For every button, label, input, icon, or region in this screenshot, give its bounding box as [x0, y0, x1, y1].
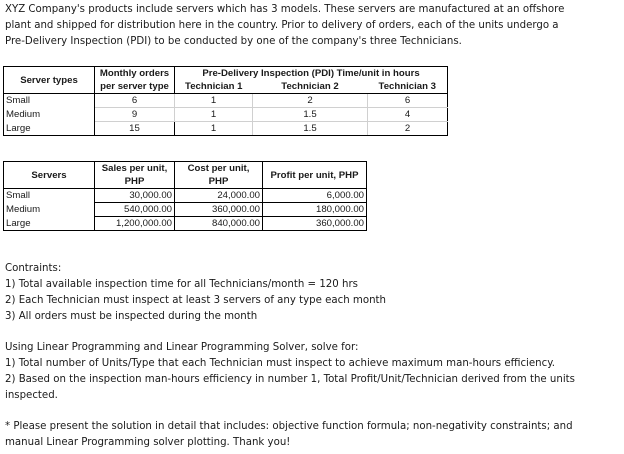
tech3-cell: 4	[368, 108, 448, 122]
constraints-heading: Contraints:	[5, 263, 62, 274]
profit-cell: 360,000.00	[263, 217, 367, 231]
profit-cell: 180,000.00	[263, 203, 367, 217]
sales-cell: 540,000.00	[95, 203, 175, 217]
task-line: 2) Based on the inspection man-hours efficiency in number 1, Total Profit/Unit/Technician derived from the units	[5, 374, 575, 385]
cost-cell: 360,000.00	[175, 203, 263, 217]
tech2-cell: 1.5	[253, 108, 368, 122]
tech1-cell: 1	[175, 94, 253, 108]
pricing-table	[3, 161, 367, 231]
table-row	[4, 108, 448, 122]
intro-paragraph	[5, 2, 617, 50]
table-row	[4, 189, 367, 203]
constraint-item: 1) Total available inspection time for all Technicians/month = 120 hrs	[5, 279, 358, 290]
orders-cell: 6	[95, 94, 175, 108]
note-section	[5, 419, 617, 451]
header-monthly-orders: Monthly orders	[95, 67, 175, 81]
header-technician-3: Technician 3	[368, 80, 448, 94]
sales-cell: 1,200,000.00	[95, 217, 175, 231]
tech1-cell: 1	[175, 122, 253, 136]
task-line: inspected.	[5, 390, 58, 401]
task-line: Using Linear Programming and Linear Programming Solver, solve for:	[5, 342, 359, 353]
header-technician-2: Technician 2	[253, 80, 368, 94]
table-row	[4, 122, 448, 136]
header-sales-currency: PHP	[95, 175, 175, 189]
inspection-time-table	[3, 66, 448, 136]
tech3-cell: 6	[368, 94, 448, 108]
note-line: manual Linear Programming solver plotting. Thank you!	[5, 437, 291, 448]
server-cell: Small	[4, 189, 95, 203]
header-profit-per-unit: Profit per unit, PHP	[263, 162, 367, 189]
profit-cell: 6,000.00	[263, 189, 367, 203]
note-line: * Please present the solution in detail that includes: objective function formula; non-negativity constraints; and	[5, 421, 573, 432]
header-monthly-orders-2: per server type	[95, 80, 175, 94]
header-pdi-time: Pre-Delivery Inspection (PDI) Time/unit in hours	[175, 67, 448, 81]
task-line: 1) Total number of Units/Type that each Technician must inspect to achieve maximum man-hours efficiency.	[5, 358, 556, 369]
constraints-section	[5, 261, 617, 325]
header-cost-currency: PHP	[175, 175, 263, 189]
tech3-cell: 2	[368, 122, 448, 136]
sales-cell: 30,000.00	[95, 189, 175, 203]
header-server-types: Server types	[4, 67, 95, 94]
orders-cell: 9	[95, 108, 175, 122]
tech2-cell: 2	[253, 94, 368, 108]
header-cost-per-unit: Cost per unit,	[175, 162, 263, 176]
constraint-item: 2) Each Technician must inspect at least 3 servers of any type each month	[5, 295, 386, 306]
intro-line: plant and shipped for distribution here in the country. Prior to delivery of orders, each of the units undergo a	[5, 20, 559, 31]
tech2-cell: 1.5	[253, 122, 368, 136]
server-type-cell: Small	[4, 94, 95, 108]
server-type-cell: Large	[4, 122, 95, 136]
intro-line: XYZ Company's products include servers which has 3 models. These servers are manufactured at an offshore	[5, 4, 565, 15]
table-row	[4, 94, 448, 108]
cost-cell: 840,000.00	[175, 217, 263, 231]
table-row	[4, 217, 367, 231]
header-technician-1: Technician 1	[175, 80, 253, 94]
server-cell: Medium	[4, 203, 95, 217]
cost-cell: 24,000.00	[175, 189, 263, 203]
server-cell: Large	[4, 217, 95, 231]
header-servers: Servers	[4, 162, 95, 189]
orders-cell: 15	[95, 122, 175, 136]
task-section	[5, 340, 617, 404]
intro-line: Pre-Delivery Inspection (PDI) to be conducted by one of the company's three Technicians.	[5, 36, 462, 47]
header-sales-per-unit: Sales per unit,	[95, 162, 175, 176]
constraint-item: 3) All orders must be inspected during the month	[5, 311, 258, 322]
tech1-cell: 1	[175, 108, 253, 122]
table-row	[4, 203, 367, 217]
server-type-cell: Medium	[4, 108, 95, 122]
